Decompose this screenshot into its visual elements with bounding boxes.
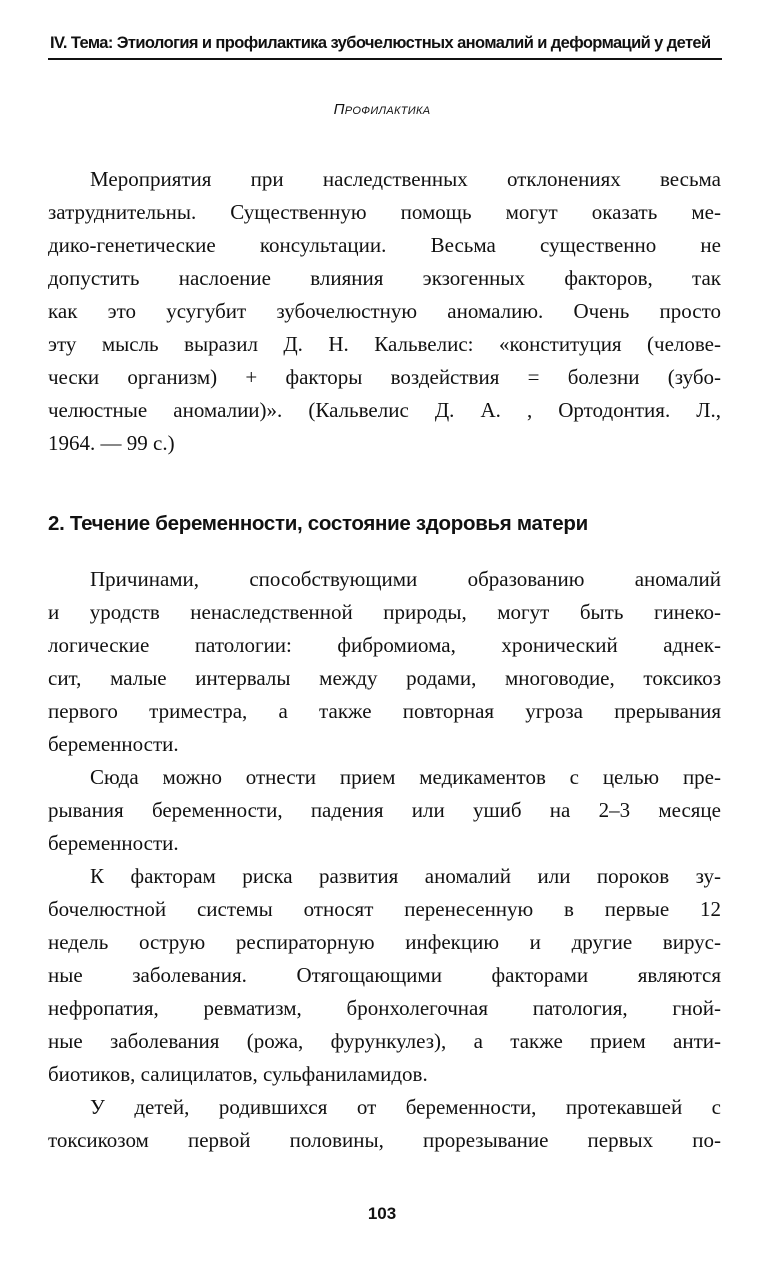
paragraph-4 bbox=[48, 860, 721, 1091]
header-rule bbox=[48, 58, 722, 60]
text-line: К факторам риска развития аномалий или пороков зу- bbox=[90, 864, 721, 888]
text-line: Причинами, способствующими образованию аномалий bbox=[90, 567, 721, 591]
text-line: первого триместра, а также повторная угроза прерывания bbox=[48, 699, 721, 723]
page-number: 103 bbox=[367, 1204, 397, 1223]
section-caption: Профилактика bbox=[333, 101, 431, 118]
text-line: бочелюстной системы относят перенесенную в первые 12 bbox=[48, 897, 721, 921]
text-line: дико-генетические консультации. Весьма существенно не bbox=[48, 233, 721, 257]
text-line: токсикозом первой половины, прорезывание первых по- bbox=[48, 1128, 721, 1152]
text-line: Сюда можно отнести прием медикаментов с целью пре- bbox=[90, 765, 721, 789]
paragraph-2 bbox=[48, 563, 721, 761]
text-line: как это усугубит зубочелюстную аномалию. Очень просто bbox=[48, 299, 721, 323]
text-line: нефропатия, ревматизм, бронхолегочная патология, гной- bbox=[48, 996, 721, 1020]
text-line: недель острую респираторную инфекцию и другие вирус- bbox=[48, 930, 721, 954]
text-line: 1964. — 99 с.) bbox=[48, 431, 175, 455]
section-heading: 2. Течение беременности, состояние здоровья матери bbox=[48, 512, 588, 535]
text-line: У детей, родившихся от беременности, протекавшей с bbox=[90, 1095, 721, 1119]
text-line: чески организм) + факторы воздействия = болезни (зубо- bbox=[48, 365, 721, 389]
text-line: беременности. bbox=[48, 732, 179, 756]
paragraph-1 bbox=[48, 163, 721, 460]
text-line: беременности. bbox=[48, 831, 179, 855]
text-line: Мероприятия при наследственных отклонениях весьма bbox=[90, 167, 721, 191]
text-line: логические патологии: фибромиома, хронический аднек- bbox=[48, 633, 721, 657]
running-head: IV. Тема: Этиология и профилактика зубочелюстных аномалий и деформаций у детей bbox=[50, 34, 711, 52]
text-line: сит, малые интервалы между родами, многоводие, токсикоз bbox=[48, 666, 721, 690]
text-line: эту мысль выразил Д. Н. Кальвелис: «конституция (челове- bbox=[48, 332, 721, 356]
text-line: ные заболевания. Отягощающими факторами являются bbox=[48, 963, 721, 987]
section-body bbox=[48, 563, 721, 1157]
text-line: ные заболевания (рожа, фурункулез), а также прием анти- bbox=[48, 1029, 721, 1053]
text-line: допустить наслоение влияния экзогенных факторов, так bbox=[48, 266, 721, 290]
paragraph-3 bbox=[48, 761, 721, 860]
text-line: затруднительны. Существенную помощь могут оказать ме- bbox=[48, 200, 721, 224]
text-line: биотиков, салицилатов, сульфаниламидов. bbox=[48, 1062, 428, 1086]
text-line: рывания беременности, падения или ушиб на 2–3 месяце bbox=[48, 798, 721, 822]
text-line: челюстные аномалии)». (Кальвелис Д. А. , Ортодонтия. Л., bbox=[48, 398, 721, 422]
text-line: и уродств ненаследственной природы, могут быть гинеко- bbox=[48, 600, 721, 624]
paragraph-5 bbox=[48, 1091, 721, 1157]
